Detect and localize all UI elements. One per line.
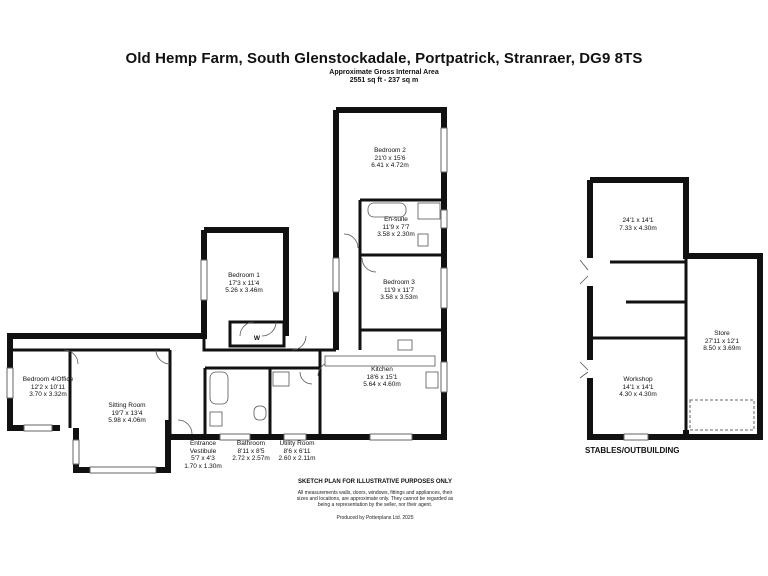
disclaimer-heading: SKETCH PLAN FOR ILLUSTRATIVE PURPOSES ONLY [297,479,452,485]
room-name: Entrance [189,440,217,447]
room-size-metric: 3.70 x 3.32m [29,391,67,398]
room-bedroom1 [225,272,263,295]
room-name: Bedroom 4/Office [22,376,74,383]
room-size-imperial: 11'9 x 7'7 [382,223,410,231]
room-name: Workshop [623,376,653,383]
plan-title: Old Hemp Farm, South Glenstockadale, Portpatrick, Stranraer, DG9 8TS [125,50,643,67]
room-sitting [108,402,146,425]
room-bedroom2 [371,147,409,170]
window-bedroom3 [441,268,447,308]
room-size-metric: 2.60 x 2.11m [278,455,316,462]
room-size-imperial: 21'0 x 15'6 [374,154,406,162]
disclaimer-line: being a representation by the seller, nor their agent. [317,502,433,509]
room-name: Utility Room [279,440,315,447]
room-stable [619,217,657,232]
sink-kitchen [426,372,438,388]
room-size-imperial: 5'7 x 4'3 [191,455,215,462]
window-workshop [624,434,648,440]
outbuilding-label: STABLES/OUTBUILDING [585,446,680,455]
room-size-imperial: 8'6 x 6'11 [283,447,311,455]
shower-ensuite [418,203,440,219]
window-kitchen-south [370,434,412,440]
window-bedroom4 [7,368,13,398]
door-utility [300,372,312,384]
area-label: Approximate Gross Internal Area [329,69,439,76]
window-ensuite [441,210,447,228]
basin-bathroom [210,412,222,426]
room-kitchen [363,366,401,389]
room-name: En-suite [384,216,408,223]
room-workshop [619,376,657,399]
room-wardrobe: W [253,335,261,342]
bath-ensuite [368,203,406,217]
door-stable [580,260,588,284]
room-bedroom3 [380,279,418,302]
room-name: Kitchen [371,366,393,373]
room-name: Sitting Room [108,402,146,409]
window-sitting [90,467,156,473]
wall-sitting-south [76,420,168,470]
door-entrance [178,420,192,434]
room-size-metric: 5.26 x 3.46m [225,287,263,294]
room-name: Bathroom [236,440,266,447]
disclaimer-line: sizes and locations, are approximate only. They cannot be regarded as [296,496,454,503]
room-size-metric: 4.30 x 4.30m [619,391,657,398]
credit-text: Produced by Potterplans Ltd. 2025 [336,515,414,521]
room-size-metric: 8.50 x 3.69m [703,345,741,352]
room-name: Bedroom 1 [228,272,260,279]
door-ensuite [344,234,358,248]
window-kitchen [441,362,447,392]
room-size-metric: 7.33 x 4.30m [619,224,657,232]
room-name: Bedroom 3 [383,279,415,286]
worktop-kitchen [325,356,435,366]
room-size-imperial: 14'1 x 14'1 [622,383,654,391]
door-wardrobe-right [262,322,276,336]
room-size-metric: 3.58 x 2.30m [377,231,415,238]
door-workshop [580,362,588,378]
area-value: 2551 sq ft - 237 sq m [349,77,419,84]
window-sitting-west [73,440,79,464]
room-name: Bedroom 2 [374,147,406,154]
bath-bathroom [210,372,228,404]
room-size-metric: 3.58 x 3.53m [380,294,418,301]
room-store [703,330,741,353]
door-sitting [156,350,170,364]
room-size-metric: 5.98 x 4.06m [108,417,146,424]
disclaimer-text [275,490,475,509]
room-size-imperial: 12'2 x 10'11 [30,383,66,391]
wc-ensuite [418,234,428,246]
room-name: Store [714,330,730,337]
wc-bathroom [254,406,266,420]
wall-outbuilding-outer [590,180,760,437]
room-utility [278,440,315,463]
wall-hall-north [204,336,336,350]
room-name-line2: Vestibule [189,447,217,455]
window-bedroom1 [201,260,207,300]
window-bedroom2-west [333,258,339,292]
room-ensuite [377,216,415,239]
window-bedroom2 [441,128,447,172]
hob-kitchen [398,340,412,350]
room-size-imperial: 8'11 x 8'5 [237,447,265,455]
room-size-imperial: 24'1 x 14'1 [622,217,654,224]
room-size-imperial: 18'6 x 15'1 [366,373,398,381]
store-opening [690,400,754,430]
room-size-metric: 2.72 x 2.57m [232,455,270,462]
door-bedroom1 [292,336,306,350]
room-size-imperial: 17'3 x 11'4 [228,279,260,287]
room-bathroom [232,440,270,463]
door-wardrobe-left [240,322,254,336]
room-size-metric: 6.41 x 4.72m [371,162,409,169]
room-size-imperial: 27'11 x 12'1 [704,337,740,345]
appliance-utility [273,372,289,386]
room-size-metric: 1.70 x 1.30m [184,462,222,470]
room-size-imperial: 11'9 x 11'7 [383,286,415,294]
room-size-metric: 5.64 x 4.60m [363,381,401,388]
room-bedroom4 [23,376,73,399]
disclaimer-line: All measurements walls, doors, windows, fittings and appliances, their [297,490,453,496]
room-size-imperial: 19'7 x 13'4 [111,409,143,417]
window-bedroom4-south [24,425,52,431]
door-bedroom3 [362,258,376,272]
room-entrance [184,440,222,470]
